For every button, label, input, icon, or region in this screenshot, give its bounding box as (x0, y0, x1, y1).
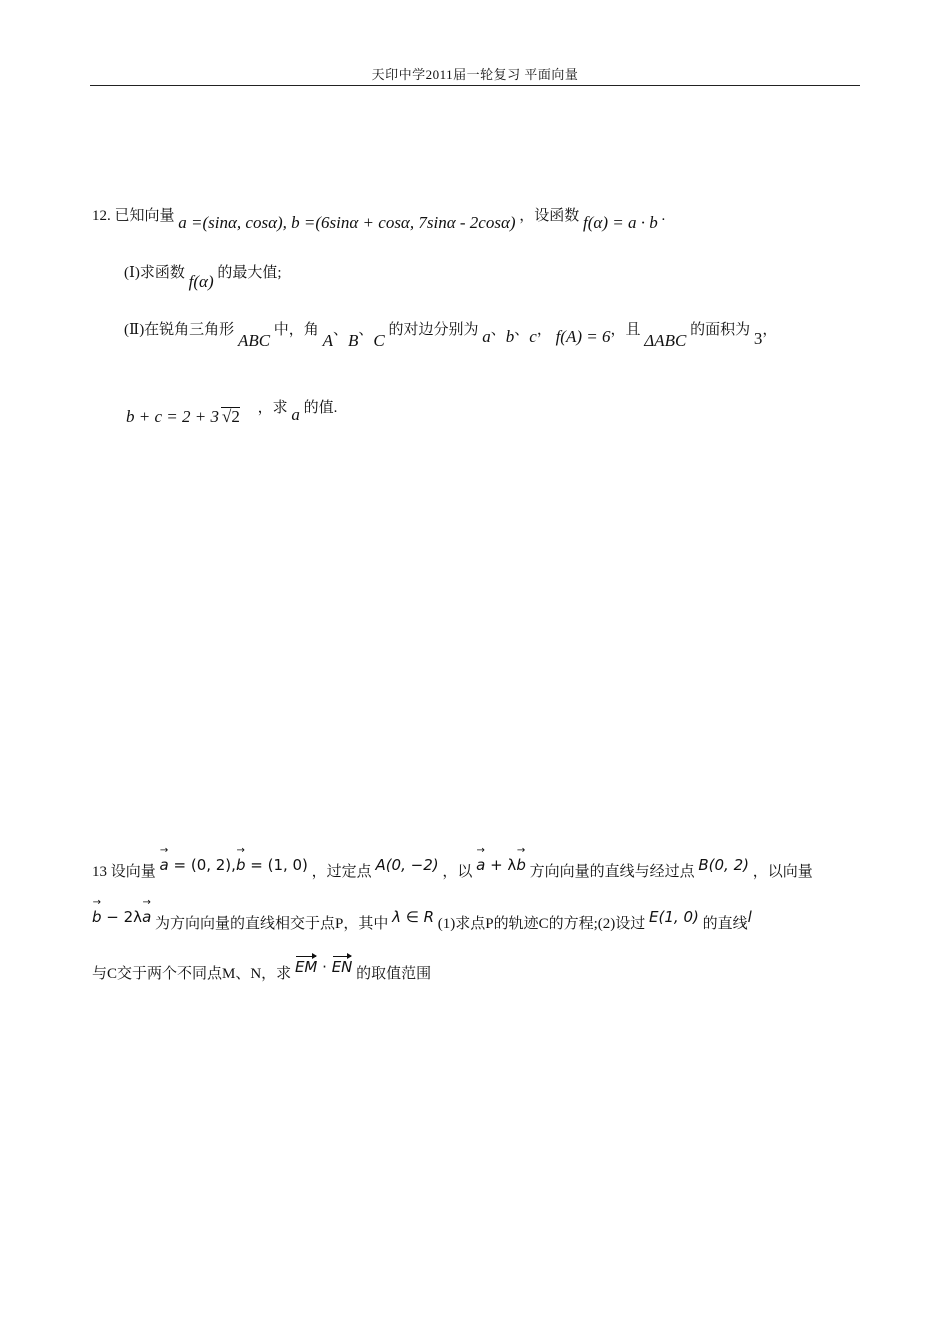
q13-vec-b-value: = (1, 0) (250, 856, 308, 874)
q13-direction-1 (476, 856, 526, 874)
q13-vec-a: → a (160, 856, 169, 874)
q13-t7: 的直线 (702, 916, 748, 932)
q13-dir2-a: → a (142, 908, 151, 926)
q12-line-1 (92, 204, 666, 232)
q13-t3: 方向向量的直线与经过点 (529, 864, 695, 880)
q13-t4: ，以向量 (752, 864, 813, 880)
q13-dir1-op: + λ (485, 856, 517, 874)
header-divider (90, 85, 860, 86)
q13-direction-2 (92, 908, 151, 926)
q12-number: 12. (92, 208, 111, 224)
q12-sqrt-radicand: 2 (231, 407, 240, 426)
q13-lead: 设向量 (110, 864, 156, 880)
q12-end-dot: . (661, 208, 666, 224)
q13-t6: (1)求点P的轨迹C的方程;(2)设过 (437, 916, 646, 932)
q13-dot-product (295, 958, 352, 976)
q12-angle-C: C (373, 331, 385, 350)
q13-dot: · (322, 958, 327, 976)
q13-vec-a-value: = (0, 2), (173, 856, 236, 874)
q12-sep2: 、 (358, 322, 374, 338)
q13-point-A: A(0, −2) (375, 856, 439, 874)
q12-part1-tail: 的最大值; (217, 265, 282, 281)
q12-bc-equation: b + c = 2 + 3 (126, 407, 219, 426)
q13-vec-EM: EM (294, 958, 318, 976)
q13-t5: 为方向向量的直线相交于点P，其中 (155, 916, 389, 932)
q13-dir2-op: − 2λ (101, 908, 143, 926)
q13-dir1-a: → a (476, 856, 485, 874)
q12-fA-equation: f(A) = 6 (555, 327, 611, 346)
q12-comma-text: ，设函数 (519, 208, 580, 224)
q12-part1-f: f(α) (188, 272, 214, 291)
q12-function-formula: f(α) = a · b (583, 213, 658, 232)
q12-sep1: 、 (332, 322, 348, 338)
q13-lambda-in-R: λ ∈ R (392, 908, 435, 926)
q12-part2-line-1 (124, 318, 778, 350)
q12-part2-label: (Ⅱ)在锐角三角形 (124, 322, 235, 338)
q12-comma1: ， (536, 322, 552, 338)
q12-part2-abc: ABC (237, 331, 271, 350)
q12-part2-mid3: ，且 (610, 322, 641, 338)
q12-part2-line-2 (126, 396, 338, 426)
page-header: 天印中学2011届一轮复习 平面向量 (371, 67, 579, 82)
q13-vec-b: → b (236, 856, 246, 874)
q12-ask-a: a (291, 405, 300, 424)
q13-vec-EN: EN (331, 958, 353, 976)
q12-ask: ，求 (257, 400, 288, 416)
q12-side-c: c (529, 327, 537, 346)
q13-line-2 (92, 908, 752, 933)
q13-point-B: B(0, 2) (698, 856, 749, 874)
q13-point-E: E(1, 0) (649, 908, 699, 926)
q12-part2-mid4: 的面积为 (690, 322, 751, 338)
q12-side-b: b (505, 327, 515, 346)
q13-t1: ，过定点 (311, 864, 372, 880)
q12-angle-A: A (322, 331, 333, 350)
q12-sep3: 、 (490, 322, 506, 338)
q12-sep4: 、 (514, 322, 530, 338)
q12-part2-mid2: 的对边分别为 (388, 322, 479, 338)
q12-lead: 已知向量 (114, 208, 175, 224)
q12-vector-formula: a =(sinα, cosα), b =(6sinα + cosα, 7sinα - 2cosα) (178, 213, 516, 232)
q12-part2-mid1: 中，角 (273, 322, 319, 338)
q13-number: 13 (92, 864, 107, 880)
q12-sqrt2: √2 (221, 407, 240, 426)
q13-t9: 的取值范围 (356, 966, 432, 982)
q13-t8: 与C交于两个不同点M、N，求 (92, 966, 292, 982)
q13-dir1-b: → b (516, 856, 526, 874)
q13-dir2-b: → b (92, 908, 102, 926)
q12-angle-B: B (347, 331, 359, 350)
q12-triangle: ΔABC (644, 331, 687, 350)
q12-side-a: a (482, 327, 491, 346)
q12-area-value: 3 (753, 329, 763, 348)
q12-part1 (124, 261, 282, 291)
q13-t2: ，以 (442, 864, 473, 880)
q12-part1-label: (Ⅰ)求函数 (124, 265, 185, 281)
q13-vector-def (160, 856, 308, 874)
q12-part2-end: 的值. (303, 400, 338, 416)
q13-line-l: l (747, 908, 752, 926)
q13-line-3 (92, 958, 432, 983)
q12-comma2: ， (762, 322, 778, 338)
q13-line-1 (92, 856, 813, 881)
